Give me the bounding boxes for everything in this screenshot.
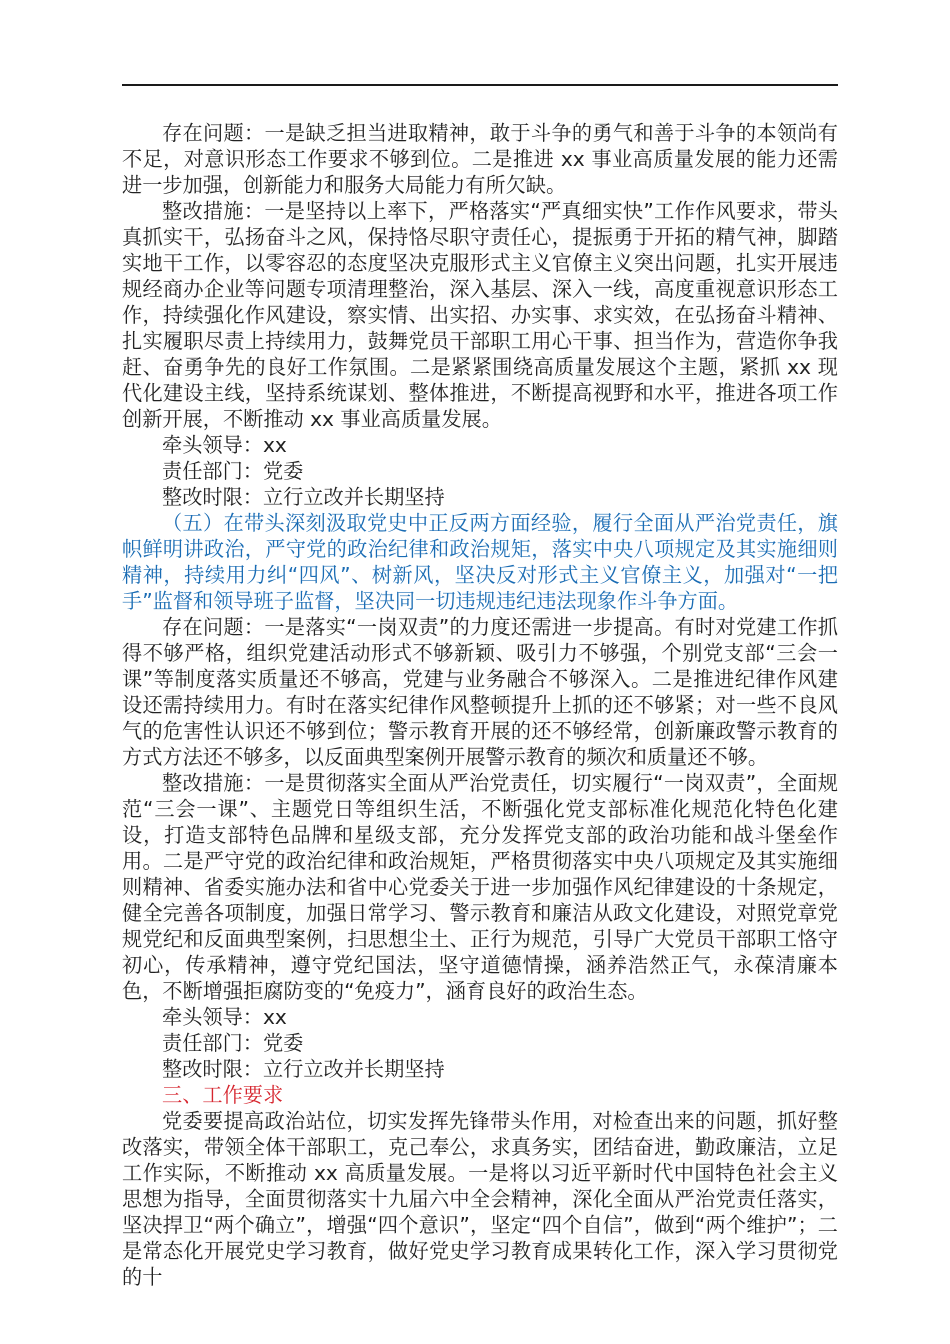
- work-requirements-paragraph: 党委要提高政治站位，切实发挥先锋带头作用，对检查出来的问题，抓好整改落实，带领全体干部职工，克己奉公，求真务实，团结奋进，勤政廉洁，立足工作实际，不断推动 xx 高质量发展。一是将以习近平新时代中国特色社会主义思想为指导，全面贯彻落实十九届六中全会精神，深化全面从严治党责任落实，坚决捍卫“两个确立”，增强“四个意识”，坚定“四个自信”，做到“两个维护”；二是常态化开展党史学习教育，做好党史学习教育成果转化工作，深入学习贯彻党的十: [122, 1109, 838, 1289]
- section-three-heading: 三、工作要求: [162, 1083, 284, 1107]
- lead-leader-line: 牵头领导：xx: [162, 433, 287, 457]
- measures-paragraph: 整改措施：一是坚持以上率下，严格落实“严真细实快”工作作风要求，带头真抓实干，弘扬奋斗之风，保持恪尽职守责任心，提振勇于开拓的精气神，脚踏实地干工作，以零容忍的态度坚决克服形式主义官僚主义突出问题，扎实开展违规经商办企业等问题专项清理整治，深入基层、深入一线，高度重视意识形态工作，持续强化作风建设，察实情、出实招、办实事、求实效，在弘扬奋斗精神、扎实履职尽责上持续用力，鼓舞党员干部职工用心干事、担当作为，营造你争我赶、奋勇争先的良好工作氛围。二是紧紧围绕高质量发展这个主题，紧抓 xx 现代化建设主线，坚持系统谋划、整体推进，不断提高视野和水平，推进各项工作创新开展，不断推动 xx 事业高质量发展。: [122, 199, 838, 431]
- header-rule: [122, 84, 838, 86]
- document-body: [122, 120, 838, 1290]
- deadline-line: 整改时限：立行立改并长期坚持: [162, 1057, 445, 1081]
- problems-paragraph: 存在问题：一是落实“一岗双责”的力度还需进一步提高。有时对党建工作抓得不够严格，组织党建活动形式不够新颖、吸引力不够强，个别党支部“三会一课”等制度落实质量还不够高，党建与业务融合不够深入。二是推进纪律作风建设还需持续用力。有时在落实纪律作风整顿提升上抓的还不够紧；对一些不良风气的危害性认识还不够到位；警示教育开展的还不够经常，创新廉政警示教育的方式方法还不够多，以反面典型案例开展警示教育的频次和质量还不够。: [122, 615, 838, 769]
- responsible-dept-line: 责任部门：党委: [162, 1031, 304, 1055]
- lead-leader-line: 牵头领导：xx: [162, 1005, 287, 1029]
- problems-paragraph: 存在问题：一是缺乏担当进取精神，敢于斗争的勇气和善于斗争的本领尚有不足，对意识形态工作要求不够到位。二是推进 xx 事业高质量发展的能力还需进一步加强，创新能力和服务大局能力有所欠缺。: [122, 121, 838, 197]
- section-five-heading: （五）在带头深刻汲取党史中正反两方面经验，履行全面从严治党责任，旗帜鲜明讲政治，严守党的政治纪律和政治规矩，落实中央八项规定及其实施细则精神，持续用力纠“四风”、树新风，坚决反对形式主义官僚主义，加强对“一把手”监督和领导班子监督，坚决同一切违规违纪违法现象作斗争方面。: [122, 511, 838, 613]
- deadline-line: 整改时限：立行立改并长期坚持: [162, 485, 445, 509]
- measures-paragraph: 整改措施：一是贯彻落实全面从严治党责任，切实履行“一岗双责”，全面规范“三会一课”、主题党日等组织生活，不断强化党支部标准化规范化特色化建设，打造支部特色品牌和星级支部，充分发挥党支部的政治功能和战斗堡垒作用。二是严守党的政治纪律和政治规矩，严格贯彻落实中央八项规定及其实施细则精神、省委实施办法和省中心党委关于进一步加强作风纪律建设的十条规定，健全完善各项制度，加强日常学习、警示教育和廉洁从政文化建设，对照党章党规党纪和反面典型案例，扫思想尘土、正行为规范，引导广大党员干部职工恪守初心，传承精神，遵守党纪国法，坚守道德情操，涵养浩然正气，永葆清廉本色，不断增强拒腐防变的“免疫力”，涵育良好的政治生态。: [122, 771, 838, 1003]
- responsible-dept-line: 责任部门：党委: [162, 459, 304, 483]
